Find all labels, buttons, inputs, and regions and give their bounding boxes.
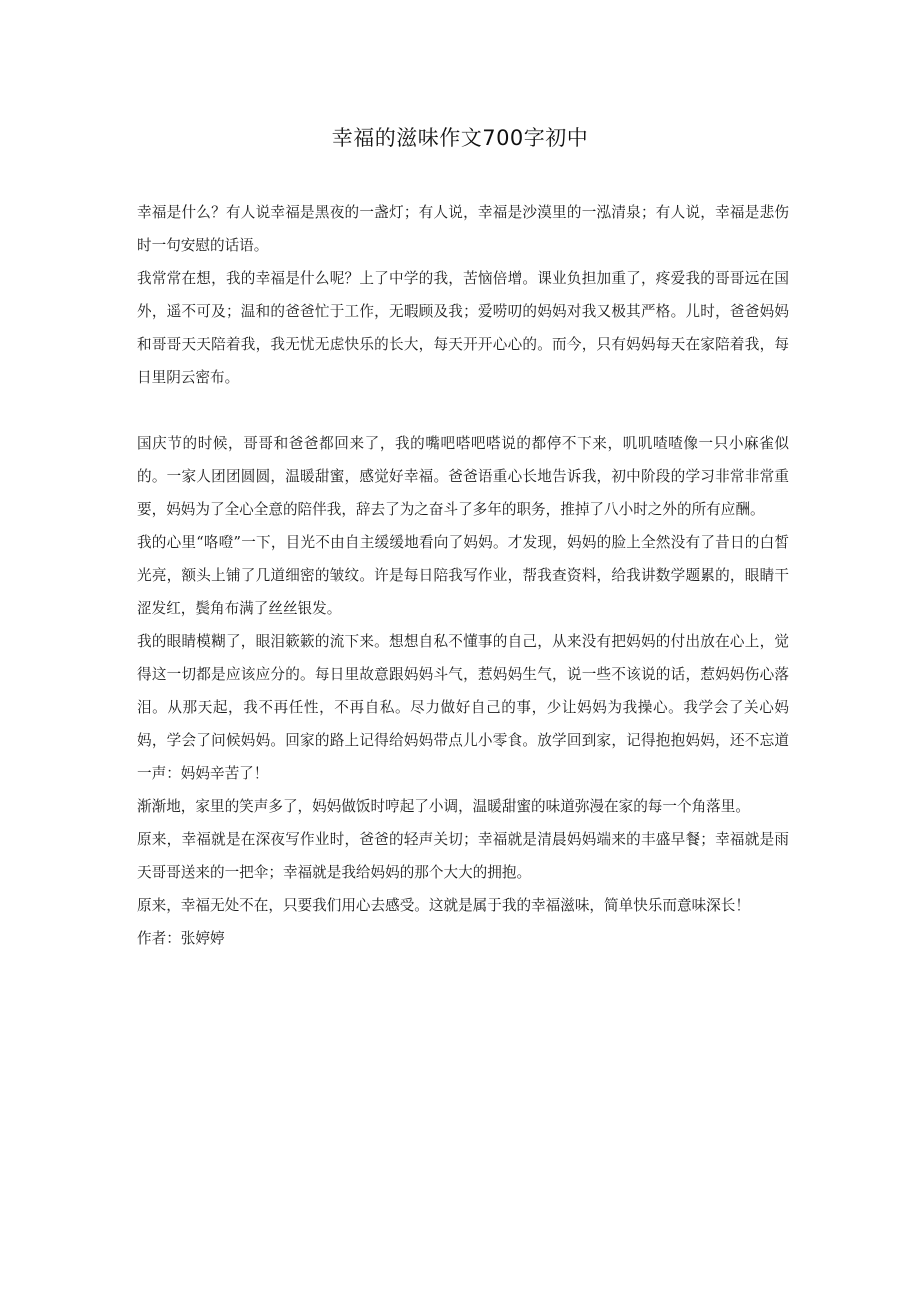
paragraph-intro: 幸福是什么？有人说幸福是黑夜的一盏灯；有人说，幸福是沙漠里的一泓清泉；有人说，幸福是悲伤时一句安慰的话语。 xyxy=(137,204,789,254)
paragraph-happiness-defined: 原来，幸福就是在深夜写作业时，爸爸的轻声关切；幸福就是清晨妈妈端来的丰盛早餐；幸福就是雨天哥哥送来的一把伞；幸福就是我给妈妈的那个大大的拥抱。 xyxy=(137,831,789,881)
paragraph-spacer xyxy=(137,394,789,427)
author-line: 作者：张婷婷 xyxy=(137,930,225,947)
paragraph-home-laughter: 渐渐地，家里的笑声多了，妈妈做饭时哼起了小调，温暖甜蜜的味道弥漫在家的每一个角落里。 xyxy=(137,798,750,815)
paragraph-realization: 我的心里“咯噔”一下，目光不由自主缓缓地看向了妈妈。才发现，妈妈的脸上全然没有了昔日的白皙光亮，额头上铺了几道细密的皱纹。许是每日陪我写作业，帮我查资料，给我讲数学题累的，眼睛干涩发红，鬓角布满了丝丝银发。 xyxy=(137,534,789,617)
paragraph-change: 我的眼睛模糊了，眼泪簌簌的流下来。想想自私不懂事的自己，从来没有把妈妈的付出放在心上，觉得这一切都是应该应分的。每日里故意跟妈妈斗气，惹妈妈生气，说一些不该说的话，惹妈妈伤心落泪。从那天起，我不再任性，不再自私。尽力做好自己的事，少让妈妈为我操心。我学会了关心妈妈，学会了问候妈妈。回家的路上记得给妈妈带点儿小零食。放学回到家，记得抱抱妈妈，还不忘道一声：妈妈辛苦了！ xyxy=(137,633,789,782)
paragraph-national-day: 国庆节的时候，哥哥和爸爸都回来了，我的嘴吧嗒吧嗒说的都停不下来，叽叽喳喳像一只小麻雀似的。一家人团团圆圆，温暖甜蜜，感觉好幸福。爸爸语重心长地告诉我，初中阶段的学习非常非常重要，妈妈为了全心全意的陪伴我，辞去了为之奋斗了多年的职务，推掉了八小时之外的所有应酬。 xyxy=(137,435,789,518)
paragraph-conclusion: 原来，幸福无处不在，只要我们用心去感受。这就是属于我的幸福滋味，简单快乐而意味深长！ xyxy=(137,897,750,914)
document-title: 幸福的滋味作文700字初中 xyxy=(331,126,589,150)
paragraph-worries: 我常常在想，我的幸福是什么呢？上了中学的我，苦恼倍增。课业负担加重了，疼爱我的哥哥远在国外，遥不可及；温和的爸爸忙于工作，无暇顾及我；爱唠叨的妈妈对我又极其严格。儿时，爸爸妈妈和哥哥天天陪着我，我无忧无虑快乐的长大，每天开开心心的。而今，只有妈妈每天在家陪着我，每日里阴云密布。 xyxy=(137,270,789,386)
document-body xyxy=(137,196,789,955)
